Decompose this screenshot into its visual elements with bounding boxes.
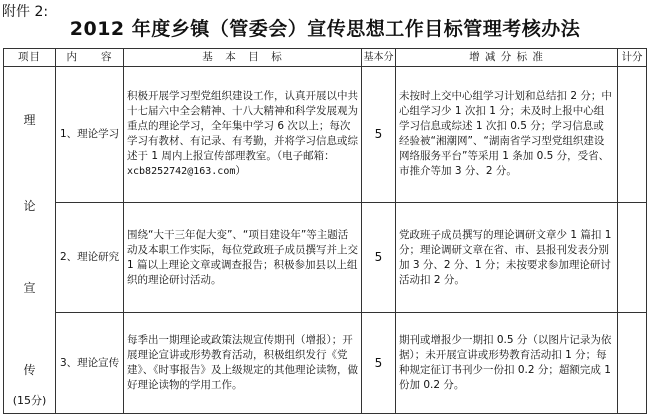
row-content: 3、理论宣传: [56, 313, 124, 414]
row-goal: [124, 67, 362, 203]
header-base-score: 基本分: [362, 49, 396, 67]
project-cell: [4, 67, 56, 414]
attachment-label: 附件 2:: [2, 4, 49, 20]
page-title: 2012 年度乡镇（管委会）宣传思想工作目标管理考核办法: [69, 18, 581, 40]
project-char: 宣: [23, 281, 36, 296]
goal-text: 积极开展学习型党组织建设工作，认真开展以中共十七届六中全会精神、十八大精神和科学发展观为重点的理论学习，全年集中学习 6 次以上；每次学习有教材、有记录、有考勤，并将学习信息或综述于 1 周内上报宣传部理教室。（电子邮箱：: [127, 90, 358, 163]
row-content: 1、理论学习: [56, 67, 124, 203]
project-char: 论: [23, 199, 36, 214]
row-standard: 未按时上交中心组学习计划和总结扣 2 分；中心组学习少 1 次扣 1 分；未及时上报中心组学习信息或综述 1 次扣 0.5 分；学习信息或经验被“湘潮网”、“湖南省学习型党组织建设网络服务平台”等采用 1 条加 0.5 分，受省、市推介等加 3 分、2 分。: [396, 67, 618, 203]
row-base-score: 5: [362, 67, 396, 203]
row-standard: 党政班子成员撰写的理论调研文章少 1 篇扣 1 分；理论调研文章在省、市、县报刊发表分别加 3 分、2 分、1 分；未按要求参加理论研讨活动扣 2 分。: [396, 202, 618, 313]
header-total: 计分: [618, 49, 647, 67]
header-goal: 基 本 目 标: [124, 49, 362, 67]
row-base-score: 5: [362, 313, 396, 414]
project-score: (15分): [12, 394, 47, 408]
row-total: [618, 202, 647, 313]
header-content: 内 容: [56, 49, 124, 67]
email-address: xcb8252742@163.com: [127, 166, 236, 178]
table-header-row: [4, 49, 647, 67]
row-goal: 每季出一期理论或政策法规宣传期刊（增报）；开展理论宣讲或形势教育活动，积极组织发行《党建》、《时事报告》及上级规定的其他理论读物，做好理论读物的学用工作。: [124, 313, 362, 414]
header-standard: 增 减 分 标 准: [396, 49, 618, 67]
assessment-table: [3, 48, 647, 414]
goal-tail: ）: [235, 165, 246, 178]
row-content: 2、理论研究: [56, 202, 124, 313]
header-project: 项目: [4, 49, 56, 67]
row-base-score: 5: [362, 202, 396, 313]
row-standard: 期刊或增报少一期扣 0.5 分（以图片记录为依据）；未开展宣讲或形势教育活动扣 1 分；每种规定征订书刊少一份扣 0.2 分；超额完成 1 份加 0.2 分。: [396, 313, 618, 414]
project-char: 理: [23, 113, 36, 128]
table-row: [4, 67, 647, 203]
row-goal: 围绕“大干三年促大变”、“项目建设年”等主题活动及本职工作实际，每位党政班子成员撰写并上交 1 篇以上理论文章或调查报告；积极参加县以上组织的理论研讨活动。: [124, 202, 362, 313]
row-total: [618, 313, 647, 414]
project-char: 传: [23, 363, 36, 378]
table-row: [4, 202, 647, 313]
row-total: [618, 67, 647, 203]
table-row: [4, 313, 647, 414]
